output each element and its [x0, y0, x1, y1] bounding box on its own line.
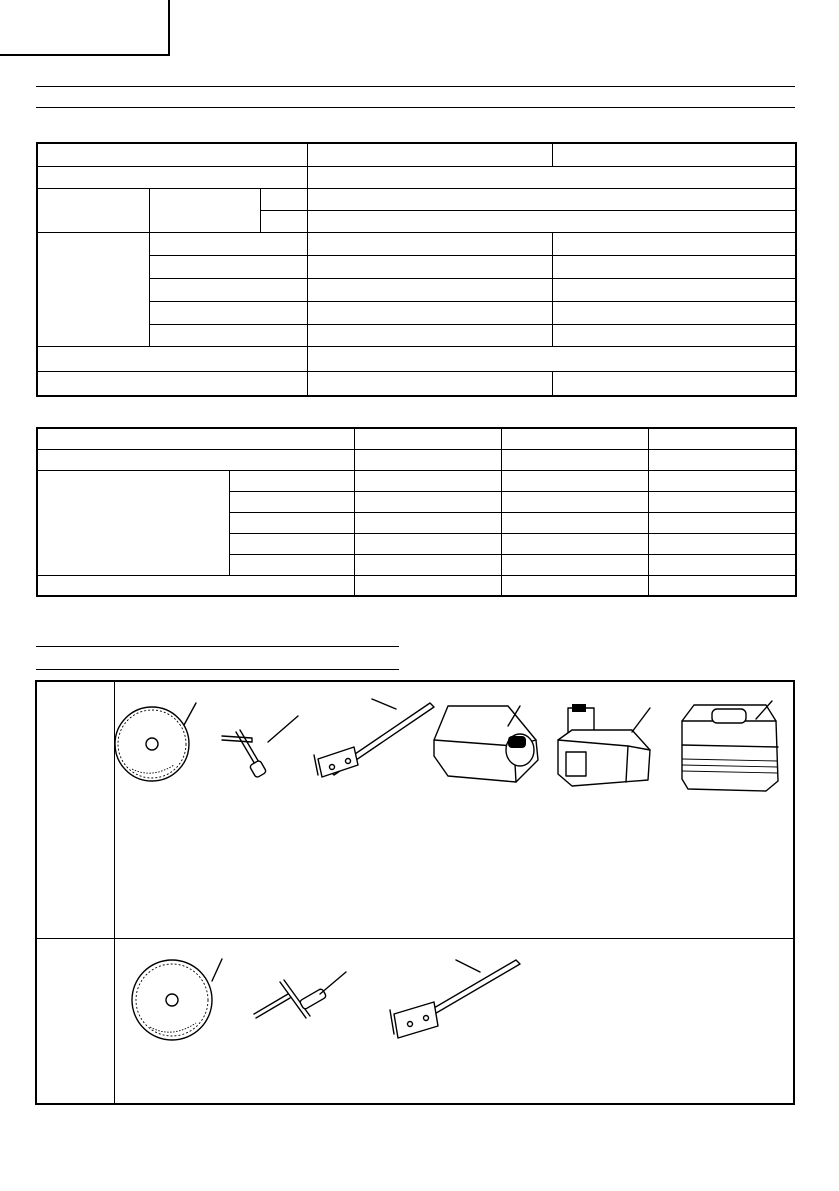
table-cell [552, 301, 796, 324]
set-a-battery-icon [552, 700, 662, 790]
table-row [37, 188, 796, 210]
table-cell [37, 188, 149, 232]
table-cell [552, 143, 796, 166]
table-cell [307, 232, 552, 255]
table-cell [37, 346, 307, 371]
table-cell [354, 512, 501, 533]
accessories-set-divider [114, 938, 795, 939]
table-cell [307, 278, 552, 301]
table-cell [37, 232, 149, 346]
set-b-box-wrench-icon [250, 968, 355, 1028]
table-cell [149, 278, 307, 301]
table-row [37, 278, 796, 301]
section-title-rule-bottom [36, 107, 795, 108]
table-cell [149, 301, 307, 324]
table-cell [307, 210, 796, 232]
table-cell [552, 324, 796, 346]
accessories-heading-rule-top [36, 646, 399, 647]
table-cell [229, 491, 354, 512]
table-cell [260, 188, 307, 210]
specifications-table-2 [36, 427, 797, 597]
table-cell [648, 491, 796, 512]
table-cell [648, 512, 796, 533]
table-cell [229, 533, 354, 554]
table-row [37, 324, 796, 346]
table-cell [229, 512, 354, 533]
table-cell [307, 301, 552, 324]
table-cell [552, 232, 796, 255]
table-cell [354, 554, 501, 575]
set-b-saw-blade-icon [126, 953, 231, 1048]
table-row [37, 371, 796, 396]
table-cell [648, 554, 796, 575]
accessories-heading-rule-bottom [36, 669, 399, 670]
table-cell [648, 428, 796, 449]
table-cell [149, 324, 307, 346]
table-cell [307, 346, 796, 371]
table-cell [552, 255, 796, 278]
table-row [37, 449, 796, 470]
table-cell [648, 533, 796, 554]
table-row [37, 232, 796, 255]
table-cell [501, 449, 648, 470]
table-row [37, 301, 796, 324]
table-row [37, 575, 796, 596]
language-tab [0, 0, 170, 56]
table-cell [260, 210, 307, 232]
table-cell [307, 166, 796, 188]
table-row [37, 255, 796, 278]
table-cell [37, 470, 229, 575]
table-cell [307, 188, 796, 210]
set-a-guide-icon [308, 695, 438, 785]
table-cell [501, 491, 648, 512]
table-cell [149, 232, 307, 255]
table-row [37, 143, 796, 166]
table-cell [501, 428, 648, 449]
table-row [37, 428, 796, 449]
section-title-rule-top [36, 86, 795, 87]
table-cell [149, 188, 260, 232]
table-cell [229, 470, 354, 491]
table-cell [648, 449, 796, 470]
table-cell [229, 554, 354, 575]
table-cell [37, 575, 354, 596]
table-cell [501, 470, 648, 491]
table-cell [354, 428, 501, 449]
table-cell [37, 371, 307, 396]
table-cell [501, 554, 648, 575]
table-cell [354, 449, 501, 470]
table-row [37, 470, 796, 491]
table-cell [37, 449, 354, 470]
set-a-box-wrench-icon [212, 712, 307, 782]
set-b-guide-icon [384, 952, 524, 1052]
table-cell [307, 143, 552, 166]
table-cell [354, 575, 501, 596]
table-row [37, 346, 796, 371]
set-a-saw-blade-icon [110, 695, 215, 785]
table-cell [501, 575, 648, 596]
table-cell [37, 428, 354, 449]
set-a-case-icon [676, 695, 786, 795]
table-row [37, 166, 796, 188]
table-cell [307, 371, 552, 396]
table-cell [149, 255, 307, 278]
table-cell [501, 512, 648, 533]
table-cell [501, 533, 648, 554]
table-cell [552, 371, 796, 396]
set-a-charger-icon [428, 700, 548, 790]
table-cell [354, 491, 501, 512]
table-cell [307, 255, 552, 278]
table-cell [354, 533, 501, 554]
table-cell [648, 575, 796, 596]
table-cell [552, 278, 796, 301]
table-cell [354, 470, 501, 491]
table-cell [307, 324, 552, 346]
table-cell [37, 143, 307, 166]
accessories-label-row-divider [37, 938, 114, 939]
table-cell [648, 470, 796, 491]
specifications-table-1 [36, 142, 797, 397]
table-cell [37, 166, 307, 188]
